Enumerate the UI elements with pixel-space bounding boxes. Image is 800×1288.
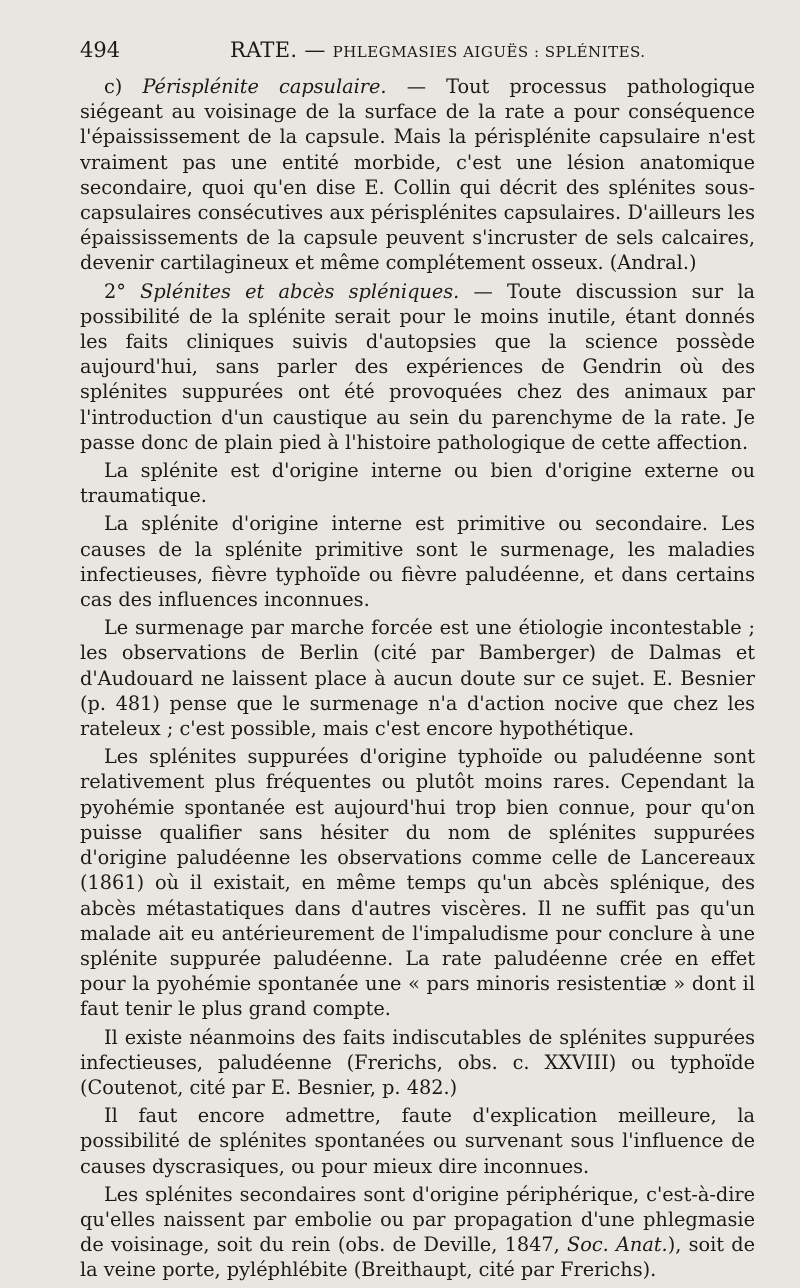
paragraph-lead: c) — [104, 75, 143, 98]
body-text — [80, 74, 755, 1283]
running-title-dash: — — [304, 38, 326, 62]
paragraph-text: ), soit de la veine porte, pyléphlébite (Breithaupt, cité par Frerichs). — [80, 1233, 755, 1282]
page-number: 494 — [80, 38, 121, 62]
paragraph: Il faut encore admettre, faute d'explication meilleure, la possibilité de splénites spontanées ou survenant sous l'influence de causes dyscrasiques, ou pour mieux dire inconnues. — [80, 1104, 755, 1178]
running-title-main: RATE. — [230, 38, 298, 62]
paragraph-splenites — [80, 279, 755, 455]
paragraph-text: — Toute discussion sur la possibilité de la splénite serait pour le moins inutile, étant donnés les faits cliniques suivis d'autopsies que la science possède aujourd'hui, sans parler des expériences de Gendrin où des splénites suppurées ont été provoquées chez des animaux par l'introduction d'un caustique au sein du parenchyme de la rate. Je passe donc de plain pied à l'histoire pathologique de cette affection. — [80, 279, 755, 454]
running-header — [80, 36, 760, 68]
paragraph: Il existe néanmoins des faits indiscutables de splénites suppurées infectieuses, paludéenne (Frerichs, obs. c. XXVIII) ou typhoïde (Coutenot, cité par E. Besnier, p. 482.) — [80, 1025, 755, 1099]
paragraph-text: — Tout processus pathologique siégeant au voisinage de la surface de la rate a pour conséquence l'épaississement de la capsule. Mais la périsplénite capsulaire n'est vraiment pas une entité morbide, c'est une lésion anatomique secondaire, quoi qu'en dise E. Collin qui décrit des splénites sous-capsulaires consécutives aux périsplénites capsulaires. D'ailleurs les épaississements de la capsule peuvent s'incruster de sels calcaires, devenir cartilagineux et même complétement osseux. (Andral.) — [80, 75, 756, 275]
section-heading-perisplenite: Périsplénite capsulaire. — [142, 75, 387, 98]
paragraph: La splénite est d'origine interne ou bien d'origine externe ou traumatique. — [80, 459, 755, 508]
paragraph-secondaires — [80, 1182, 755, 1283]
journal-title: Soc. Anat. — [567, 1233, 668, 1257]
paragraph: Le surmenage par marche forcée est une étiologie incontestable ; les observations de Berlin (cité par Bamberger) de Dalmas et d'Audouard ne laissent place à aucun doute sur ce sujet. E. Besnier (p. 481) pense que le surmenage n'a d'action nocive que chez les rateleux ; c'est possible, mais c'est encore hypothétique. — [80, 616, 755, 741]
paragraph: Les splénites suppurées d'origine typhoïde ou paludéenne sont relativement plus fréquentes ou plutôt moins rares. Cependant la pyohémie spontanée est aujourd'hui trop bien connue, pour qu'on puisse qualifier sans hésiter du nom de splénites suppurées d'origine paludéenne les observations comme celle de Lancereaux (1861) où il existait, en même temps qu'un abcès splénique, des abcès métastatiques dans d'autres viscères. Il ne suffit pas qu'un malade ait eu antérieurement de l'impaludisme pour conclure à une splénite suppurée paludéenne. La rate paludéenne crée en effet pour la pyohémie spontanée une « pars minoris resistentiæ » dont il faut tenir le plus grand compte. — [80, 745, 755, 1021]
paragraph-lead: 2° — [104, 279, 141, 303]
paragraph-text: Les splénites secondaires sont d'origine périphérique, c'est-à-dire qu'elles naissent par embolie ou par propagation d'une phlegmasie de voisinage, soit du rein (obs. de Deville, 1847, — [80, 1182, 755, 1257]
paragraph: La splénite d'origine interne est primitive ou secondaire. Les causes de la splénite primitive sont le surmenage, les maladies infectieuses, fièvre typhoïde ou fièvre paludéenne, et dans certains cas des influences inconnues. — [80, 512, 755, 612]
running-title — [230, 38, 646, 62]
running-title-sub: PHLEGMASIES AIGUËS : SPLÉNITES. — [332, 43, 646, 61]
section-heading-splenites: Splénites et abcès spléniques. — [140, 279, 460, 303]
paragraph-perisplenite — [80, 74, 755, 276]
